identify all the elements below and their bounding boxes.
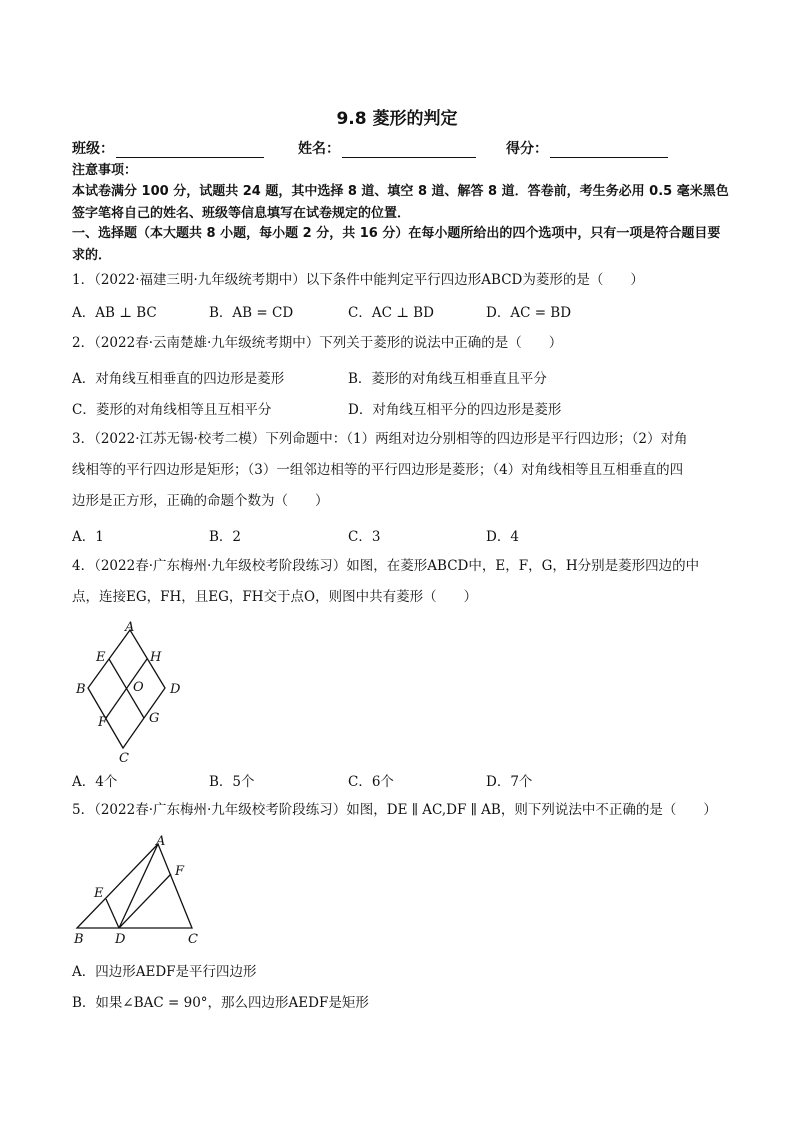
label-a: A bbox=[125, 620, 135, 635]
score-blank[interactable] bbox=[550, 142, 668, 158]
question-2-options-row1 bbox=[72, 367, 732, 389]
q3-option-c[interactable]: C．3 bbox=[348, 529, 381, 545]
q1-option-d[interactable]: D．AC = BD bbox=[486, 305, 572, 321]
question-3-options bbox=[72, 525, 732, 547]
section1-heading: 一、选择题（本大题共 8 小题，每小题 2 分，共 16 分）在每小题所给出的四个选项中，只有一项是符合题目要求的． bbox=[72, 226, 721, 263]
label-b: B bbox=[76, 682, 86, 697]
question-3-stem-line1: 3．（2022·江苏无锡·校考二模）下列命题中：（1）两组对边分别相等的四边形是平行四边形；（2）对角 bbox=[72, 431, 688, 447]
class-label: 班级： bbox=[72, 141, 114, 157]
triangle-figure bbox=[72, 832, 212, 948]
label-o: O bbox=[133, 680, 144, 695]
segment-ed bbox=[106, 899, 119, 928]
question-2-stem: 2．（2022春·云南楚雄·九年级统考期中）下列关于菱形的说法中正确的是（ ） bbox=[72, 335, 563, 351]
question-4-stem-line2: 点，连接EG，FH，且EG，FH交于点O，则图中共有菱形（ ） bbox=[72, 589, 478, 605]
q1-option-c[interactable]: C．AC ⊥ BD bbox=[348, 305, 434, 321]
q3-option-a[interactable]: A．1 bbox=[72, 529, 104, 545]
label-e: E bbox=[94, 886, 104, 901]
question-5-stem: 5．（2022春·广东梅州·九年级校考阶段练习）如图，DE ∥ AC,DF ∥ AB，则下列说法中不正确的是（ ） bbox=[72, 802, 717, 818]
question-2-options-row2 bbox=[72, 398, 732, 420]
q2-option-a[interactable]: A．对角线互相垂直的四边形是菱形 bbox=[72, 371, 285, 387]
question-3-stem-line2: 线相等的平行四边形是矩形；（3）一组邻边相等的平行四边形是菱形；（4）对角线相等且互相垂直的四 bbox=[72, 462, 684, 478]
notice-text: 本试卷满分 100 分，试题共 24 题，其中选择 8 道、填空 8 道、解答 8 道．答卷前，考生务必用 0.5 毫米黑色签字笔将自己的姓名、班级等信息填写在试卷规定的位置． bbox=[72, 184, 729, 221]
page-title: 9.8 菱形的判定 bbox=[336, 109, 458, 129]
rhombus-figure bbox=[72, 618, 192, 764]
name-field[interactable] bbox=[298, 138, 476, 158]
q5-option-b[interactable]: B．如果∠BAC = 90°，那么四边形AEDF是矩形 bbox=[72, 995, 369, 1011]
q4-option-b[interactable]: B．5个 bbox=[209, 774, 255, 790]
name-blank[interactable] bbox=[342, 142, 476, 158]
segment-ad bbox=[119, 844, 158, 928]
question-3-stem-line3: 边形是正方形，正确的命题个数为（ ） bbox=[72, 493, 329, 509]
student-info-row bbox=[72, 138, 732, 158]
label-f: F bbox=[175, 864, 185, 879]
q4-option-c[interactable]: C．6个 bbox=[348, 774, 394, 790]
q3-option-b[interactable]: B．2 bbox=[209, 529, 242, 545]
score-label: 得分： bbox=[506, 141, 548, 157]
question-4-stem-line1: 4．（2022春·广东梅州·九年级校考阶段练习）如图，在菱形ABCD中，E，F，G，H分别是菱形四边的中 bbox=[72, 558, 700, 574]
label-e: E bbox=[96, 650, 106, 665]
question-1-options bbox=[72, 301, 732, 323]
q1-option-b[interactable]: B．AB = CD bbox=[209, 305, 294, 321]
label-b: B bbox=[74, 932, 84, 947]
question-4-options bbox=[72, 770, 732, 792]
class-blank[interactable] bbox=[116, 142, 264, 158]
q2-option-d[interactable]: D．对角线互相平分的四边形是菱形 bbox=[348, 402, 562, 418]
name-label: 姓名： bbox=[298, 141, 340, 157]
q2-option-c[interactable]: C．菱形的对角线相等且互相平分 bbox=[72, 402, 272, 418]
q5-option-a[interactable]: A．四边形AEDF是平行四边形 bbox=[72, 964, 257, 980]
q4-option-d[interactable]: D．7个 bbox=[486, 774, 533, 790]
label-d: D bbox=[170, 682, 181, 697]
q2-option-b[interactable]: B．菱形的对角线互相垂直且平分 bbox=[348, 371, 547, 387]
label-c: C bbox=[188, 932, 198, 947]
q3-option-d[interactable]: D．4 bbox=[486, 529, 519, 545]
q1-option-a[interactable]: A．AB ⊥ BC bbox=[72, 305, 157, 321]
label-d: D bbox=[115, 932, 126, 947]
class-field[interactable] bbox=[72, 138, 264, 158]
notice-heading: 注意事项： bbox=[72, 163, 138, 178]
question-1-stem: 1．（2022·福建三明·九年级统考期中）以下条件中能判定平行四边形ABCD为菱形的是（ ） bbox=[72, 272, 644, 288]
score-field[interactable] bbox=[506, 138, 668, 158]
q4-option-a[interactable]: A．4个 bbox=[72, 774, 118, 790]
label-f: F bbox=[98, 715, 108, 730]
label-c: C bbox=[119, 751, 129, 764]
label-a: A bbox=[156, 834, 166, 849]
label-h: H bbox=[150, 650, 162, 665]
segment-df bbox=[119, 874, 171, 928]
label-g: G bbox=[149, 711, 160, 726]
